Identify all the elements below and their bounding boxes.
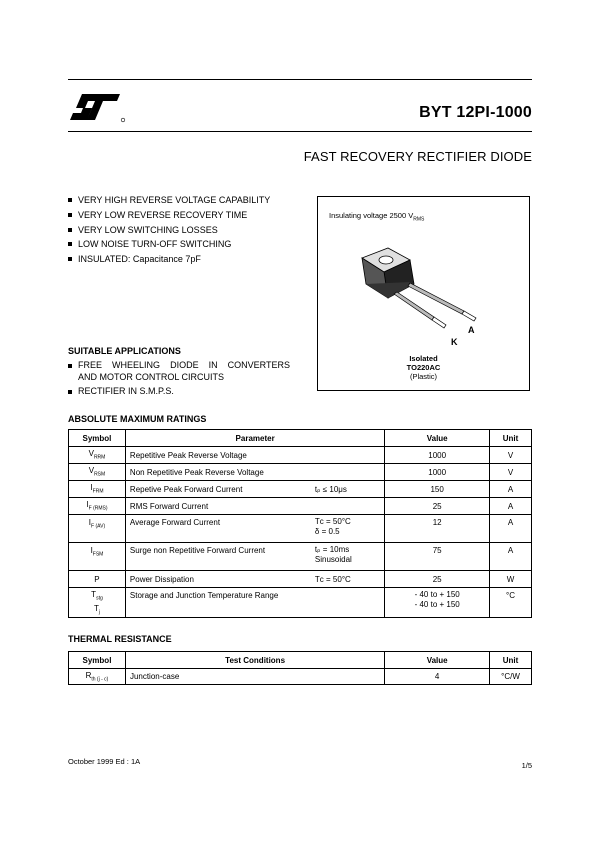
unit-cell: °C: [490, 588, 532, 618]
table-header-row: [69, 652, 532, 669]
value-cell: 1000: [385, 447, 490, 464]
feature-item: VERY HIGH REVERSE VOLTAGE CAPABILITY: [68, 193, 318, 208]
unit-cell: A: [490, 498, 532, 515]
st-logo-icon: [68, 92, 126, 124]
feature-item: VERY LOW REVERSE RECOVERY TIME: [68, 208, 318, 223]
value-cell: 75: [385, 543, 490, 571]
abs-max-table: [68, 429, 532, 618]
parameter-cell: Surge non Repetitive Forward Current: [125, 543, 311, 571]
symbol-cell: $I_{F (AV)}$: [69, 515, 126, 543]
package-box: [317, 196, 530, 391]
symbol-cell: $I_{F (RMS)}$: [69, 498, 126, 515]
col-value: Value: [385, 652, 490, 669]
insulating-voltage: Insulating voltage 2500 $V_{RMS}$: [329, 211, 425, 223]
value-cell: 12: [385, 515, 490, 543]
condition-cell: Tᴄ = 50°C: [311, 571, 385, 588]
col-unit: Unit: [490, 430, 532, 447]
feature-item: LOW NOISE TURN-OFF SWITCHING: [68, 237, 318, 252]
feature-list: [68, 193, 318, 267]
applications-heading: SUITABLE APPLICATIONS: [68, 346, 181, 356]
package-caption-material: (Plastic): [409, 372, 438, 381]
application-item: RECTIFIER IN S.M.P.S.: [78, 386, 174, 396]
value-cell: 25: [385, 498, 490, 515]
table-row: [69, 588, 532, 618]
col-test-conditions: Test Conditions: [125, 652, 384, 669]
feature-item: INSULATED: Capacitance 7pF: [68, 252, 318, 267]
top-rule: [68, 79, 532, 80]
footer-date: October 1999 Ed : 1A: [68, 757, 141, 766]
symbol-cell: $T_{stg}$ $T_j$: [69, 588, 126, 618]
header-rule: [68, 131, 532, 132]
symbol-cell: $I_{FSM}$: [69, 543, 126, 571]
pin-a-label: A: [468, 325, 475, 335]
table-row: [69, 498, 532, 515]
unit-cell: A: [490, 515, 532, 543]
document-title: FAST RECOVERY RECTIFIER DIODE: [303, 149, 532, 164]
col-symbol: Symbol: [69, 652, 126, 669]
package-caption-isolated: Isolated: [409, 354, 438, 363]
unit-cell: V: [490, 464, 532, 481]
value-cell: 4: [385, 669, 490, 685]
application-item: FREE WHEELING DIODE IN CONVERTERS: [78, 360, 290, 370]
table-row: [69, 571, 532, 588]
symbol-cell: P: [69, 571, 126, 588]
col-parameter: Parameter: [125, 430, 384, 447]
page-number: 1/5: [521, 761, 532, 770]
unit-cell: W: [490, 571, 532, 588]
symbol-cell: $V_{RSM}$: [69, 464, 126, 481]
table-header-row: [69, 430, 532, 447]
part-number: BYT 12PI-1000: [419, 104, 532, 121]
thermal-table: [68, 651, 532, 685]
parameter-cell: Storage and Junction Temperature Range: [125, 588, 384, 618]
parameter-cell: Repetive Peak Forward Current: [125, 481, 311, 498]
table-row: [69, 515, 532, 543]
unit-cell: °C/W: [490, 669, 532, 685]
parameter-cell: Repetitive Peak Reverse Voltage: [125, 447, 384, 464]
table-row: [69, 447, 532, 464]
col-unit: Unit: [490, 652, 532, 669]
parameter-cell: Average Forward Current: [125, 515, 311, 543]
feature-item: VERY LOW SWITCHING LOSSES: [68, 223, 318, 238]
col-symbol: Symbol: [69, 430, 126, 447]
condition-cell: Tᴄ = 50°C δ = 0.5: [311, 515, 385, 543]
package-caption-type: TO220AC: [406, 363, 441, 372]
applications-list: [68, 360, 290, 398]
value-cell: 1000: [385, 464, 490, 481]
pin-k-label: K: [451, 337, 458, 347]
table-row: [69, 481, 532, 498]
symbol-cell: $V_{RRM}$: [69, 447, 126, 464]
parameter-cell: RMS Forward Current: [125, 498, 384, 515]
table-row: [69, 669, 532, 685]
abs-max-heading: ABSOLUTE MAXIMUM RATINGS: [68, 414, 207, 424]
unit-cell: A: [490, 481, 532, 498]
to220-package-icon: [348, 242, 488, 352]
value-cell: - 40 to + 150 - 40 to + 150: [385, 588, 490, 618]
unit-cell: V: [490, 447, 532, 464]
condition-cell: Junction-case: [125, 669, 384, 685]
condition-cell: tₚ ≤ 10μs: [311, 481, 385, 498]
symbol-cell: $I_{FRM}$: [69, 481, 126, 498]
unit-cell: A: [490, 543, 532, 571]
value-cell: 150: [385, 481, 490, 498]
parameter-cell: Non Repetitive Peak Reverse Voltage: [125, 464, 384, 481]
st-logo: [68, 92, 126, 124]
table-row: [69, 464, 532, 481]
parameter-cell: Power Dissipation: [125, 571, 311, 588]
value-cell: 25: [385, 571, 490, 588]
symbol-cell: $R_{th (j - c)}$: [69, 669, 126, 685]
col-value: Value: [385, 430, 490, 447]
application-item-cont: AND MOTOR CONTROL CIRCUITS: [78, 371, 225, 382]
condition-cell: tₚ = 10ms Sinusoidal: [311, 543, 385, 571]
table-row: [69, 543, 532, 571]
thermal-heading: THERMAL RESISTANCE: [68, 634, 172, 644]
